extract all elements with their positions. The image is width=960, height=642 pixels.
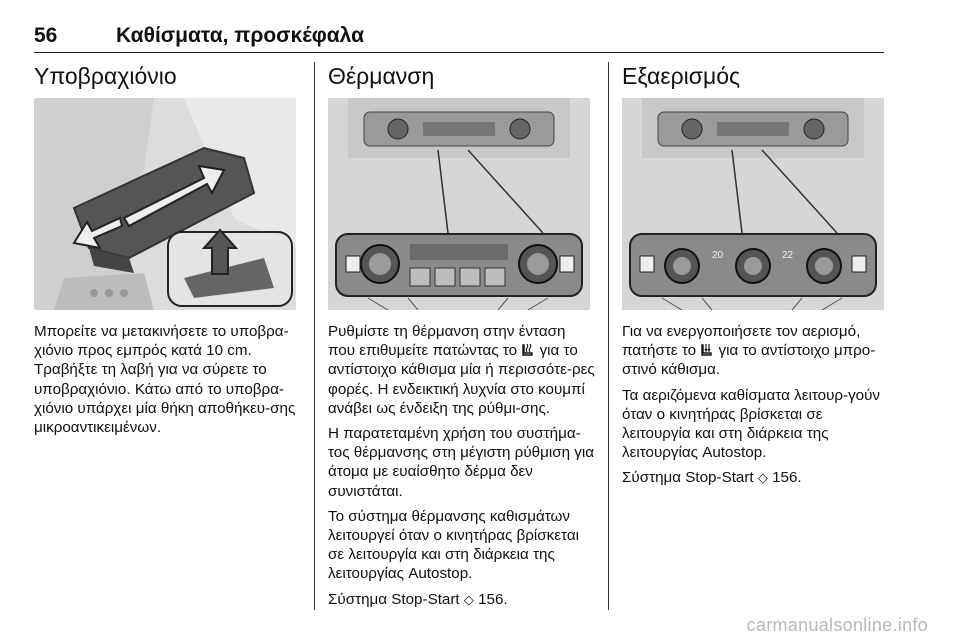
heating-text-part: Ρυθμίστε τη θέρμανση στην ένταση που επιθυμείτε πατώντας το (328, 323, 566, 360)
heating-text (328, 322, 596, 609)
reference-page[interactable]: 156. (767, 469, 802, 487)
panel-right-temp: 22 (782, 250, 794, 261)
ventilation-illustration (622, 98, 884, 310)
ventilation-reference (622, 468, 890, 487)
seat-heating-icon (521, 343, 535, 357)
armrest-section (34, 62, 306, 443)
column-divider (608, 62, 609, 610)
heating-paragraph-3: Το σύστημα θέρμανσης καθισμάτων λειτουργεί όταν ο κινητήρας βρίσκεται σε λειτουργία και στη διάρκεια της λειτουργίας Autostop. (328, 507, 579, 583)
page-reference-icon: ◇ (757, 470, 768, 486)
armrest-illustration (34, 98, 296, 310)
section-title-ventilation: Εξαερισμός (622, 63, 741, 89)
heating-text-part: για το αντίστοιχο κάθισμα μία ή περισσότε-ρες φορές. Η ενδεικτική λυχνία στο κουμπί ανάβει ως ένδειξη της ρύθμι-σης. (328, 342, 595, 417)
ventilation-text (622, 322, 890, 488)
armrest-paragraph: Μπορείτε να μετακινήσετε το υποβρα-χιόνιο προς εμπρός κατά 10 cm. Τραβήξτε τη λαβή για να σύρετε το υποβραχιόνιο. Κάτω από το υποβρα-χιόνιο υπάρχει μία θήκη αποθήκευ-σης μικροαντικειμένων. (34, 323, 296, 437)
reference-text: Σύστημα Stop-Start (328, 590, 464, 608)
heating-section (328, 62, 600, 615)
ventilation-text-part: για το αντίστοιχο μπρο-στινό κάθισμα. (622, 342, 876, 379)
ventilation-paragraph-1 (622, 322, 890, 380)
ventilation-section (622, 62, 894, 494)
seat-ventilation-icon (700, 343, 714, 357)
armrest-text (34, 322, 302, 437)
section-title-armrest: Υποβραχιόνιο (34, 63, 177, 89)
section-title-heating: Θέρμανση (328, 63, 435, 89)
panel-left-temp: 20 (712, 250, 724, 261)
heating-paragraph-1 (328, 322, 596, 418)
page-reference-icon: ◇ (463, 591, 474, 607)
chapter-title: Καθίσματα, προσκέφαλα (116, 24, 364, 47)
ventilation-paragraph-2: Τα αεριζόμενα καθίσματα λειτουρ-γούν όταν ο κινητήρας βρίσκεται σε λειτουργία και στη διάρκεια της λειτουργίας Autostop. (622, 386, 881, 462)
heating-paragraph-2: Η παρατεταμένη χρήση του συστήμα-τος θέρμανσης στη μέγιστη ρύθμιση για άτομα με ευαίσθητο δέρμα δεν συνιστάται. (328, 425, 594, 500)
heating-reference (328, 590, 596, 609)
page-header (34, 22, 884, 53)
heating-illustration (328, 98, 590, 310)
page-number: 56 (34, 24, 58, 47)
reference-page[interactable]: 156. (473, 590, 508, 608)
watermark: carmanualsonline.info (746, 615, 928, 635)
reference-text: Σύστημα Stop-Start (622, 469, 758, 487)
ventilation-text-part: Για να ενεργοποιήσετε τον αερισμό, πατήστε το (622, 323, 861, 360)
column-divider (314, 62, 315, 610)
